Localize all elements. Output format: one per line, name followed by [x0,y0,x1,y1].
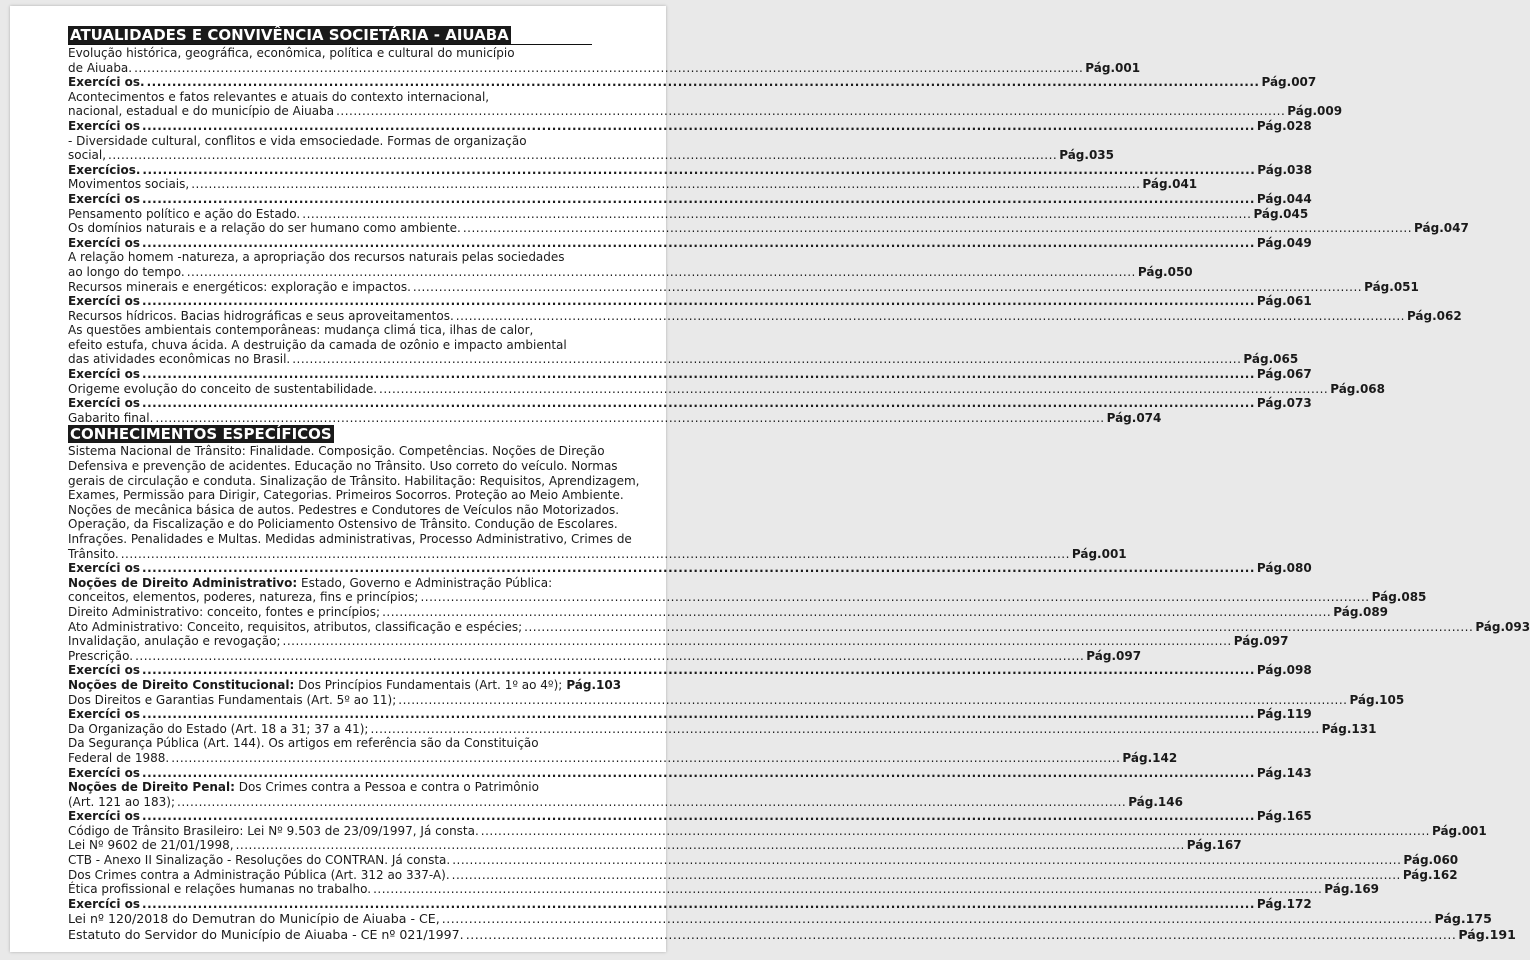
toc-entry-line [68,323,592,338]
leader-dots: ............................................................................................................................................................................................................................ [370,721,1320,736]
page-number: Pág.044 [1256,191,1312,206]
toc-entry-text: Trânsito. [68,546,119,561]
page-number: Pág.172 [1256,896,1312,911]
leader-dots: ............................................................................................................................................................................................................................ [379,381,1329,396]
page-number: Pág.169 [1324,882,1380,897]
page-number: Pág.007 [1261,75,1317,90]
toc-entry [68,162,1313,178]
toc-entry-line [68,634,1289,649]
toc-entry-text: Infrações. Penalidades e Multas. Medidas administrativas, Processo Administrativo, Crimes de [68,532,632,546]
toc-entry-line [68,619,1530,635]
toc-entry-line [68,867,1458,883]
toc-entry-line [68,677,622,693]
toc-entry-text: Exercíci os [68,235,141,250]
toc-entry [68,692,1405,708]
page-number: Pág.068 [1330,381,1386,396]
leader-dots: ............................................................................................................................................................................................................................ [292,352,1242,367]
toc-entry-line [68,459,618,474]
page-number: Pág.103 [566,677,622,692]
toc-entry-text: Origeme evolução do conceito de sustentabilidade. [68,381,378,396]
toc-entry-text: Exercíci os [68,663,141,678]
toc-entry [68,780,1183,809]
toc-entry [68,177,1198,192]
leader-dots: ............................................................................................................................................................................................................................ [142,765,1255,780]
toc-entry-text: As questões ambientais contemporâneas: mudança climá tica, ilhas de calor, [68,323,534,338]
toc-entry-line [68,206,1309,222]
toc-entry-text: Código de Trânsito Brasileiro: Lei Nº 9.503 de 23/09/1997, Já consta. [68,823,479,838]
toc-entry [68,677,622,693]
toc-entry-line [68,381,1386,397]
leader-dots: ............................................................................................................................................................................................................................ [155,410,1105,425]
leader-dots: ............................................................................................................................................................................................................................ [462,221,1413,236]
toc-entry [68,118,1312,134]
toc-entry-text: Sistema Nacional de Trânsito: Finalidade. Composição. Competências. Noções de Direção [68,444,605,459]
toc-entry-line [68,590,1427,605]
toc-entry [68,294,1312,309]
toc-entry-line [68,838,1242,853]
toc-entry-text: Exercíci os [68,191,141,206]
page-number: Pág.038 [1257,162,1313,177]
toc-entry-text: Exercíci os [68,118,141,133]
toc-entry-line [68,721,1377,737]
toc-entry-line [68,118,1312,134]
toc-entry-line [68,911,1492,927]
page-number: Pág.060 [1403,853,1459,868]
toc-entry-line [68,736,592,751]
toc-entry-text: ao longo do tempo. [68,264,185,279]
toc-entry-line [68,896,1312,912]
toc-entry [68,133,1114,163]
leader-dots: ............................................................................................................................................................................................................................ [412,279,1363,294]
leader-dots: ............................................................................................................................................................................................................................ [302,206,1252,221]
page-number: Pág.050 [1137,264,1193,279]
toc-entry-line [68,692,1405,708]
toc-entry-text: Dos Crimes contra a Administração Pública (Art. 312 ao 337-A). [68,867,450,882]
toc-entry [68,323,1299,367]
toc-entry-text: Lei Nº 9602 de 21/01/1998, [68,838,234,853]
toc-entry-text: Gabarito final. [68,410,154,425]
toc-entry-lead: Noções de Direito Constitucional: [68,677,295,692]
toc-entry-text: Exercícios. [68,162,141,177]
page-number: Pág.047 [1414,221,1469,236]
toc-entry-line [68,604,1389,620]
toc-entry [68,89,1343,119]
page-number: Pág.165 [1256,809,1312,824]
page-number: Pág.001 [1085,60,1141,75]
page-number: Pág.146 [1128,794,1183,809]
toc-entry-line [68,750,1178,766]
page-number: Pág.119 [1256,707,1312,722]
leader-dots: ............................................................................................................................................................................................................................ [134,60,1084,75]
page-number: Pág.085 [1371,590,1427,605]
toc-entry [68,823,1487,839]
toc-entry [68,736,1178,765]
document-page [10,6,1530,952]
leader-dots: ............................................................................................................................................................................................................................ [142,294,1255,309]
page-number: Pág.001 [1431,823,1487,838]
leader-dots: ............................................................................................................................................................................................................................ [398,692,1348,707]
toc-entry [68,308,1462,324]
toc-entry-text [68,678,562,693]
toc-entry [68,235,1312,251]
toc-entry-line [68,308,1462,324]
page-number: Pág.001 [1071,546,1127,561]
page-number: Pág.162 [1402,867,1458,882]
leader-dots: ............................................................................................................................................................................................................................ [146,75,1260,90]
toc-entry-line [68,926,1516,942]
page-number: Pág.097 [1233,634,1289,649]
toc-entry-line [68,473,640,489]
toc-entry-text: Ética profissional e relações humanas no trabalho. [68,882,372,897]
toc-entry-text: conceitos, elementos, poderes, natureza, fins e princípios; [68,590,419,605]
toc-entry [68,561,1312,576]
toc-entry-line [68,162,1313,178]
toc-entry-text: Defensiva e prevenção de acidentes. Educação no Trânsito. Uso correto do veículo. Normas [68,459,618,474]
toc-entry-line [68,444,605,459]
page-number: Pág.065 [1243,352,1299,367]
toc-entry-text: Recursos hídricos. Bacias hidrográficas e seus aproveitamentos. [68,308,454,323]
toc-entry-line [68,780,592,795]
toc-entry [68,853,1459,868]
toc-entry [68,838,1242,853]
leader-dots: ............................................................................................................................................................................................................................ [142,235,1255,250]
page-number: Pág.051 [1364,279,1419,294]
toc-entry-text: social, [68,148,107,163]
toc-entry [68,191,1312,207]
toc-entry-text: (Art. 121 ao 183); [68,794,176,809]
toc-entry-text: Exercíci os [68,561,141,576]
leader-dots: ............................................................................................................................................................................................................................ [420,590,1370,605]
leader-dots: ............................................................................................................................................................................................................................ [142,162,1256,177]
page-number: Pág.035 [1059,148,1114,163]
toc-entry-line [68,75,1317,90]
leader-dots: ............................................................................................................................................................................................................................ [142,191,1255,206]
toc-entry-line [68,794,1183,810]
toc-entry-line [68,561,1312,576]
page-number: Pág.098 [1256,663,1312,678]
toc-entry [68,367,1312,382]
page-number: Pág.167 [1186,838,1242,853]
leader-dots: ............................................................................................................................................................................................................................ [135,648,1085,663]
toc-entry [68,75,1317,90]
toc-entry-text: Pensamento político e ação do Estado. [68,206,301,221]
page-number: Pág.131 [1321,721,1377,736]
toc-entry-line [68,235,1312,251]
toc-entry-line [68,517,618,532]
page-number: Pág.009 [1287,104,1343,119]
toc-entry [68,221,1469,236]
toc-entry-text: Recursos minerais e energéticos: exploração e impactos. [68,279,411,294]
leader-dots: ............................................................................................................................................................................................................................ [142,367,1255,382]
toc-entry-text: Exercíci os [68,396,141,411]
toc-entry-text: das atividades econômicas no Brasil. [68,352,291,367]
leader-dots: ............................................................................................................................................................................................................................ [455,308,1405,323]
toc-entry-line [68,191,1312,207]
toc-entry-text: Lei nº 120/2018 do Demutran do Município de Aiuaba - CE, [68,911,440,927]
toc-entry-text: Exames, Permissão para Dirigir, Categorias. Primeiros Socorros. Proteção ao Meio Ambiente. [68,488,624,503]
toc-entry-line [68,882,1380,897]
leader-dots: ............................................................................................................................................................................................................................ [465,926,1457,942]
toc-entry-text: Exercíci os [68,294,141,309]
leader-dots: ............................................................................................................................................................................................................................ [235,838,1185,853]
toc-entry-line [68,502,620,518]
leader-dots: ............................................................................................................................................................................................................................ [373,882,1323,897]
leader-dots: ............................................................................................................................................................................................................................ [142,707,1255,722]
toc-entry-text: gerais de circulação e conduta. Sinalização de Trânsito. Habilitação: Requisitos, Aprendizagem, [68,473,640,488]
toc-entry-lead-rest: Dos Princípios Fundamentais (Art. 1º ao 4º); [294,677,563,692]
leader-dots: ............................................................................................................................................................................................................................ [524,619,1474,634]
toc-entry-line [68,853,1459,868]
toc-entry [68,396,1312,411]
page-number: Pág.049 [1256,235,1312,250]
toc-entry-lead: Noções de Direito Administrativo: [68,575,298,590]
toc-entry-line [68,60,1141,76]
toc-entry-line [68,546,1127,562]
leader-dots: ............................................................................................................................................................................................................................ [142,663,1255,678]
page-number: Pág.061 [1256,294,1312,309]
toc-entry-text: Dos Direitos e Garantias Fundamentais (Art. 5º ao 11); [68,692,397,707]
toc-entry-text: de Aiuaba. [68,60,133,75]
leader-dots: ............................................................................................................................................................................................................................ [191,177,1141,192]
toc-entry [68,721,1377,737]
toc-entry [68,663,1312,678]
toc-entry [68,648,1142,664]
toc-entry-text: - Diversidade cultural, conflitos e vida emsociedade. Formas de organização [68,133,527,148]
toc-entry-line [68,104,1343,119]
leader-dots: ............................................................................................................................................................................................................................ [441,911,1433,927]
toc-entry-line [68,765,1312,781]
toc-entry [68,619,1530,635]
toc-entry [68,896,1312,912]
leader-dots: ............................................................................................................................................................................................................................ [451,867,1401,882]
toc-entry [68,410,1162,426]
toc-entry-line [68,294,1312,309]
toc-entry [68,707,1312,722]
toc-entry-text: Federal de 1988. [68,750,170,765]
leader-dots: ............................................................................................................................................................................................................................ [108,148,1058,163]
leader-dots: ............................................................................................................................................................................................................................ [186,264,1136,279]
toc-entry-text: Movimentos sociais, [68,177,190,192]
leader-dots: ............................................................................................................................................................................................................................ [142,561,1255,576]
toc-entry [68,882,1380,897]
page-number: Pág.175 [1434,911,1492,927]
toc-entry-line [68,663,1312,678]
toc-entry-line [68,488,624,503]
toc-entry [68,634,1289,649]
page-number: Pág.062 [1406,308,1462,323]
toc-entry-text: Estatuto do Servidor do Município de Aiuaba - CE nº 021/1997. [68,926,464,942]
toc-entry [68,381,1386,397]
toc-entry-text: Exercíci os [68,707,141,722]
toc-entry-line [68,46,592,61]
page-number: Pág.080 [1256,561,1312,576]
toc-entry-text: nacional, estadual e do município de Aiuaba [68,104,335,119]
toc-entry-text [68,780,539,794]
toc-entry-line [68,532,632,547]
leader-dots: ............................................................................................................................................................................................................................ [142,896,1255,911]
toc-entry-line [68,352,1299,367]
toc-entry-text: Operação, da Fiscalização e do Policiamento Ostensivo de Trânsito. Condução de Escolares. [68,517,618,532]
toc-entry-line [68,410,1162,426]
toc-entry [68,604,1389,620]
toc-entry-line [68,809,1312,824]
toc-entry-text: A relação homem -natureza, a apropriação dos recursos naturais pelas sociedades [68,250,565,265]
leader-dots: ............................................................................................................................................................................................................................ [142,118,1255,133]
page-number: Pág.142 [1122,750,1178,765]
toc-entry-text: efeito estufa, chuva ácida. A destruição da camada de ozônio e impacto ambiental [68,337,567,352]
toc-entry-line [68,823,1487,839]
page-number: Pág.191 [1458,926,1516,942]
toc-entry-text: Acontecimentos e fatos relevantes e atuais do contexto internacional, [68,89,490,104]
page-number: Pág.089 [1333,604,1389,619]
toc-entry-line [68,576,592,591]
leader-dots: ............................................................................................................................................................................................................................ [120,546,1070,561]
toc-entry [68,206,1309,222]
section-heading [68,425,592,443]
section-title: ATUALIDADES E CONVIVÊNCIA SOCIETÁRIA - AIUABA [70,26,509,44]
toc-entry-text: Os domínios naturais e a relação do ser humano como ambiente. [68,221,461,236]
toc-entry-line [68,648,1142,664]
toc-entry [68,765,1312,781]
toc-entry-lead: Noções de Direito Penal: [68,780,235,795]
toc-entry-text: Da Segurança Pública (Art. 144). Os artigos em referência são da Constituição [68,736,539,751]
toc-entry-line [68,250,592,265]
page-number: Pág.045 [1253,206,1309,221]
toc-entry [68,911,1492,927]
toc-entry [68,279,1419,295]
leader-dots: ............................................................................................................................................................................................................................ [480,823,1430,838]
toc-entry-line [68,177,1198,192]
toc-entry-text: Invalidação, anulação e revogação; [68,634,281,649]
toc-entry-text: Prescrição. [68,648,134,663]
page-number: Pág.074 [1106,410,1162,425]
toc-entry-text: CTB - Anexo II Sinalização - Resoluções do CONTRAN. Já consta. [68,853,451,868]
toc-entry [68,575,1427,605]
toc-entry-text [68,576,552,590]
toc-entry-text: Exercíci os. [68,75,145,90]
leader-dots: ............................................................................................................................................................................................................................ [382,604,1332,619]
toc-entry-text: Da Organização do Estado (Art. 18 a 31; 37 a 41); [68,721,369,736]
toc-entry-lead-rest: Dos Crimes contra a Pessoa e contra o Patrimônio [234,780,539,795]
leader-dots: ............................................................................................................................................................................................................................ [282,634,1232,649]
toc-entry-text: Ato Administrativo: Conceito, requisitos, atributos, classificação e espécies; [68,619,523,634]
toc-entry-line [68,338,592,353]
leader-dots: ............................................................................................................................................................................................................................ [142,809,1255,824]
toc-entry-line [68,707,1312,722]
page-number: Pág.041 [1142,177,1198,192]
leader-dots: ............................................................................................................................................................................................................................ [142,396,1255,411]
toc-entry-lead-rest: Estado, Governo e Administração Pública: [297,575,553,590]
toc-entry [68,444,1127,561]
toc-entry [68,867,1458,883]
toc-entry-text: Exercíci os [68,896,141,911]
toc-entry-text: Noções de mecânica básica de autos. Pedestres e Condutores de Veículos não Motorizados. [68,502,620,517]
leader-dots: ............................................................................................................................................................................................................................ [177,794,1127,809]
toc-entry [68,46,1141,75]
section-title: CONHECIMENTOS ESPECÍFICOS [70,425,332,444]
toc-entry-line [68,221,1469,236]
page-number: Pág.073 [1256,396,1312,411]
toc-entry-text: Exercíci os [68,809,141,824]
leader-dots: ............................................................................................................................................................................................................................ [171,750,1121,765]
toc-entry-line [68,90,592,105]
toc-entry-line [68,264,1193,280]
page-number: Pág.067 [1256,367,1312,382]
page-number: Pág.097 [1086,648,1142,663]
toc-entry-text: Exercíci os [68,367,141,382]
toc-entry-text: Evolução histórica, geográfica, econômica, política e cultural do município [68,46,515,60]
page-number: Pág.143 [1256,765,1312,780]
toc-entry [68,926,1516,942]
toc-entry-text: Exercíci os [68,765,141,780]
toc-entry [68,250,1193,279]
toc-entry-text: Direito Administrativo: conceito, fontes e princípios; [68,604,381,619]
toc-entry-line [68,367,1312,382]
toc-entry-line [68,279,1419,295]
leader-dots: ............................................................................................................................................................................................................................ [452,853,1402,868]
section-heading [68,26,592,45]
table-of-contents [68,26,1530,942]
leader-dots: ............................................................................................................................................................................................................................ [336,104,1286,119]
toc-entry-line [68,148,1114,163]
toc-entry-line [68,396,1312,411]
toc-entry [68,809,1312,824]
page-number: Pág.093 [1475,619,1530,634]
toc-entry-line [68,134,592,149]
page-number: Pág.028 [1256,118,1312,133]
page-number: Pág.105 [1349,692,1405,707]
